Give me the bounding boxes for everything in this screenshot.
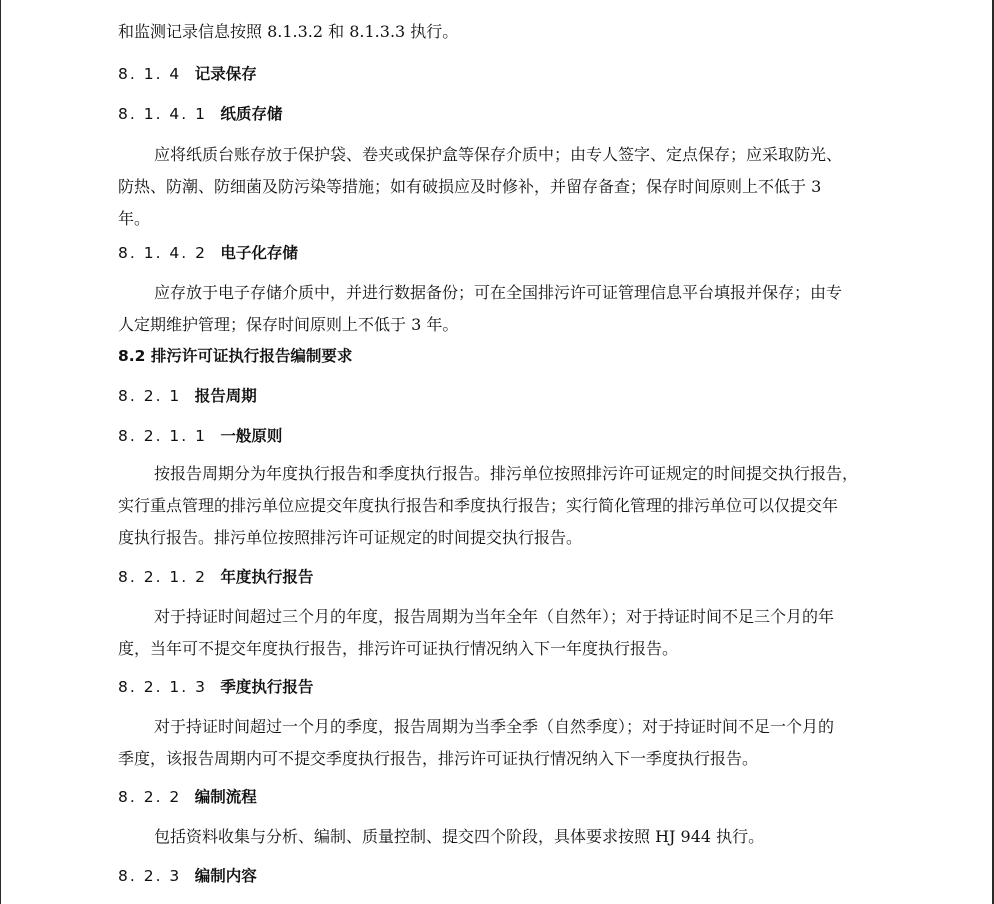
heading-8-2 [0, 345, 994, 367]
section-title: 排污许可证执行报告编制要求 [150, 347, 353, 365]
heading-8-2-3 [0, 865, 994, 887]
text-line: 人定期维护管理；保存时间原则上不低于 3 年。 [118, 315, 459, 334]
text-line: 和监测记录信息按照 8.1.3.2 和 8.1.3.3 执行。 [118, 22, 459, 41]
text-line: 季度，该报告周期内可不提交季度执行报告，排污许可证执行情况纳入下一季度执行报告。 [118, 749, 759, 768]
text-line: 应存放于电子存储介质中，并进行数据备份；可在全国排污许可证管理信息平台填报并保存；由专 [154, 283, 843, 302]
section-number: 8. 2. 1. 2 [118, 568, 208, 586]
paragraph-electronic-storage [0, 277, 918, 341]
text-line: 对于持证时间超过三个月的年度，报告周期为当年全年（自然年）；对于持证时间不足三个月的年 [154, 607, 835, 626]
text-line: 应将纸质台账存放于保护袋、卷夹或保护盒等保存介质中；由专人签字、定点保存；应采取防光、 [154, 145, 843, 164]
section-number: 8. 2. 1 [118, 387, 182, 405]
section-title: 编制流程 [194, 788, 257, 806]
section-number: 8.2 [118, 347, 146, 365]
text-line: 实行重点管理的排污单位应提交年度执行报告和季度执行报告；实行简化管理的排污单位可以仅提交年 [118, 496, 839, 515]
section-title: 年度执行报告 [220, 568, 314, 586]
section-title: 电子化存储 [220, 244, 298, 262]
section-title: 报告周期 [194, 387, 257, 405]
paragraph-compilation-process [0, 821, 918, 853]
section-number: 8. 1. 4. 2 [118, 244, 208, 262]
heading-8-1-4-2 [0, 242, 994, 264]
section-title: 纸质存储 [220, 105, 283, 123]
heading-8-2-2 [0, 786, 994, 808]
heading-8-1-4-1 [0, 103, 994, 125]
paragraph-top-continuation [0, 16, 918, 48]
heading-8-2-1 [0, 385, 994, 407]
text-line: 包括资料收集与分析、编制、质量控制、提交四个阶段，具体要求按照 HJ 944 执行。 [154, 827, 765, 846]
section-number: 8. 1. 4 [118, 65, 182, 83]
heading-8-2-1-2 [0, 566, 994, 588]
section-title: 记录保存 [194, 65, 257, 83]
text-line: 年。 [118, 209, 151, 228]
paragraph-annual-report [0, 601, 918, 665]
text-line: 度执行报告。排污单位按照排污许可证规定的时间提交执行报告。 [118, 528, 583, 547]
text-line: 度，当年可不提交年度执行报告，排污许可证执行情况纳入下一年度执行报告。 [118, 639, 679, 658]
section-title: 编制内容 [194, 867, 257, 885]
section-title: 一般原则 [220, 427, 283, 445]
section-number: 8. 2. 3 [118, 867, 182, 885]
paragraph-general-principle [0, 458, 918, 554]
paragraph-quarterly-report [0, 711, 918, 775]
section-number: 8. 2. 2 [118, 788, 182, 806]
section-number: 8. 2. 1. 3 [118, 678, 208, 696]
heading-8-1-4 [0, 63, 994, 85]
heading-8-2-1-3 [0, 676, 994, 698]
text-line: 对于持证时间超过一个月的季度，报告周期为当季全季（自然季度）；对于持证时间不足一个月的 [154, 717, 835, 736]
text-line: 按报告周期分为年度执行报告和季度执行报告。排污单位按照排污许可证规定的时间提交执行报告， [154, 464, 859, 483]
section-title: 季度执行报告 [220, 678, 314, 696]
section-number: 8. 1. 4. 1 [118, 105, 208, 123]
heading-8-2-1-1 [0, 425, 994, 447]
text-line: 防热、防潮、防细菌及防污染等措施；如有破损应及时修补，并留存备查；保存时间原则上不低于 3 [118, 177, 822, 196]
paragraph-paper-storage [0, 139, 918, 235]
section-number: 8. 2. 1. 1 [118, 427, 208, 445]
